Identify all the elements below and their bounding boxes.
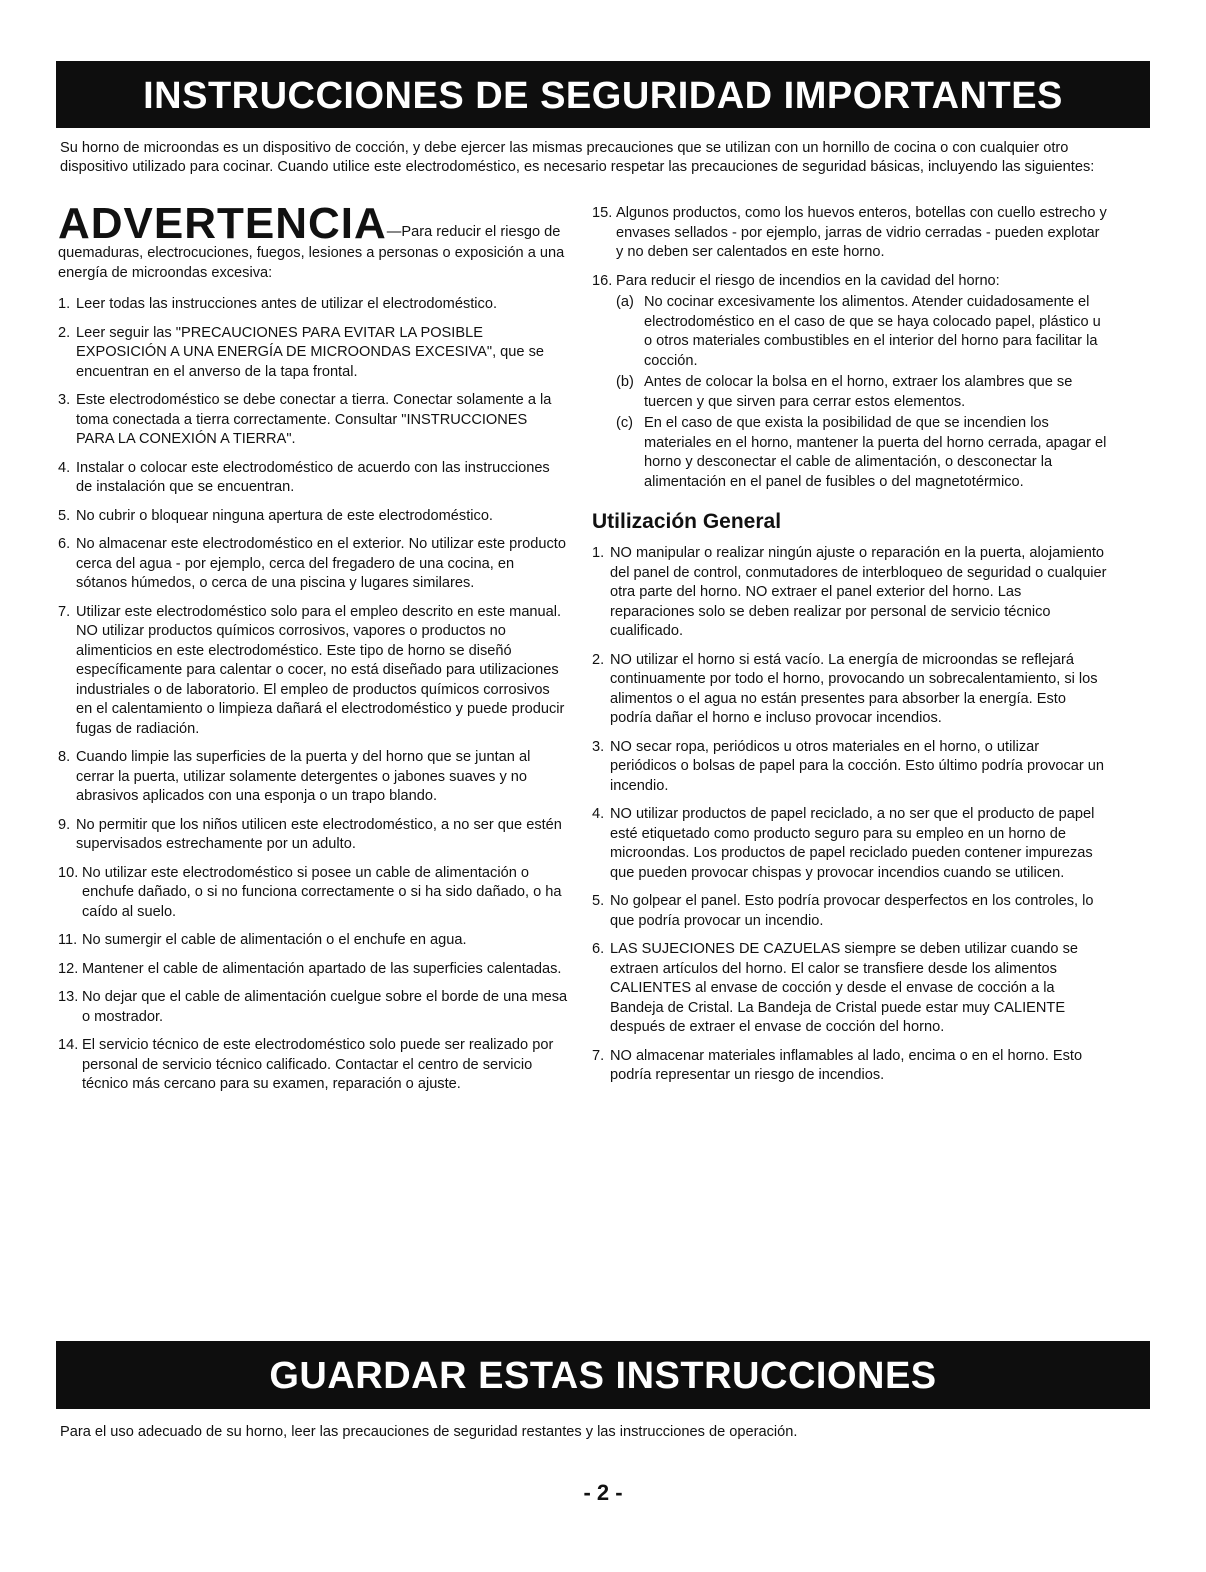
sub-item	[616, 373, 1107, 412]
item-number: 3.	[58, 392, 71, 408]
footer-note: Para el uso adecuado de su horno, leer las precauciones de seguridad restantes y las instrucciones de operación.	[60, 1424, 798, 1440]
sub-item-letter: (a)	[616, 294, 634, 310]
list-item	[58, 459, 568, 498]
sub-item-letter: (c)	[616, 415, 634, 431]
list-item	[592, 738, 1107, 797]
item-number: 12.	[58, 960, 79, 977]
item-text: Este electrodoméstico se debe conectar a tierra. Conectar solamente a la toma conectada a tierra correctamente. Consultar "INSTRUCCIONES PARA LA CONEXIÓN A TIERRA".	[76, 392, 552, 447]
sub-item-letter: (b)	[616, 374, 634, 390]
list-item	[58, 931, 568, 951]
item-number: 2.	[592, 651, 605, 668]
list-item	[58, 748, 568, 807]
item-number: 1.	[58, 296, 71, 312]
item-number: 9.	[58, 816, 71, 833]
section-title: Utilización General	[592, 510, 782, 533]
right-column	[592, 204, 1107, 1095]
sub-item-text: En el caso de que exista la posibilidad de que se incendien los materiales en el horno, mantener la puerta del horno cerrada, apagar el horno y desconectar el cable de alimentación, o desconectar la alimentación en el panel de fusibles o del magnetotérmico.	[644, 415, 1107, 490]
item-number: 8.	[58, 749, 71, 765]
item-text: NO utilizar el horno si está vacío. La energía de microondas se reflejará continuamente por todo el horno, provocando un sobrecalentamiento, si los alimentos o el agua no están presentes para absorber la energía. Esto podría dañar el horno e incluso provocar incendios.	[610, 651, 1098, 726]
item-text: NO secar ropa, periódicos u otros materiales en el horno, o utilizar periódicos o bolsas de papel para la cocción. Esto último podría provocar un incendio.	[610, 738, 1105, 794]
warning-text: —Para reducir el riesgo de quemaduras, electrocuciones, fuegos, lesiones a personas o exposición a una energía de microondas excesiva:	[58, 224, 565, 281]
item-number: 7.	[592, 1047, 605, 1064]
list-item	[58, 816, 568, 855]
item-text: Utilizar este electrodoméstico solo para el empleo descrito en este manual. NO utilizar productos químicos corrosivos, vapores o productos no alimenticios en este electrodoméstico. Este tipo de horno se diseñó específicamente para calentar o cocer, no está diseñado para utilizaciones industriales o de laboratorio. El empleo de productos químicos corrosivos en el calentamiento o limpieza dañará el electrodoméstico y puede producir fugas de radiación.	[76, 603, 565, 737]
item-number: 6.	[58, 536, 71, 552]
list-item	[58, 603, 568, 740]
item-number: 3.	[592, 738, 605, 755]
item-number: 11.	[58, 932, 78, 948]
item-text: NO almacenar materiales inflamables al lado, encima o en el horno. Esto podría representar un riesgo de incendios.	[610, 1047, 1083, 1083]
item-text: No cubrir o bloquear ninguna apertura de este electrodoméstico.	[76, 507, 493, 524]
item-text: Leer todas las instrucciones antes de utilizar el electrodoméstico.	[76, 296, 498, 312]
list-item	[592, 204, 1107, 263]
item-number: 15.	[592, 205, 613, 221]
item-text: No golpear el panel. Esto podría provocar desperfectos en los controles, lo que podría provocar un incendio.	[610, 893, 1094, 929]
list-item	[592, 805, 1107, 883]
list-item	[58, 864, 568, 923]
item-text: NO manipular o realizar ningún ajuste o reparación en la puerta, alojamiento del panel de control, conmutadores de interbloqueo de seguridad o cualquier otra parte del horno. NO extraer el panel exterior del horno. Las reparaciones solo se deben realizar por personal de servicio técnico cualificado.	[610, 545, 1107, 639]
intro-paragraph: Su horno de microondas es un dispositivo de cocción, y debe ejercer las mismas precauciones que se utilizan con un hornillo de cocina o con cualquier otro dispositivo utilizado para cocinar. Cuando utilice este electrodoméstico, es necesario respetar las precauciones de seguridad básicas, incluyendo las siguientes:	[60, 140, 1095, 175]
item-text: Algunos productos, como los huevos enteros, botellas con cuello estrecho y envases sellados - por ejemplo, jarras de vidrio cerradas - pueden explotar y no deben ser calentados en este horno.	[616, 205, 1107, 260]
list-item	[592, 892, 1107, 931]
page-title: INSTRUCCIONES DE SEGURIDAD IMPORTANTES	[143, 75, 1063, 117]
list-item	[592, 940, 1107, 1038]
item-number: 6.	[592, 941, 605, 957]
list-item	[592, 651, 1107, 729]
list-item	[58, 535, 568, 594]
item-text: No almacenar este electrodoméstico en el exterior. No utilizar este producto cerca del agua - por ejemplo, cerca del fregadero de una cocina, en sótanos húmedos, o cerca de una piscina y lugares similares.	[76, 536, 566, 591]
list-item	[58, 507, 568, 527]
item-number: 7.	[58, 603, 71, 620]
item-text: Leer seguir las "PRECAUCIONES PARA EVITAR LA POSIBLE EXPOSICIÓN A UNA ENERGÍA DE MICROONDAS EXCESIVA", que se encuentran en el anverso de la tapa frontal.	[76, 324, 544, 380]
sub-item	[616, 293, 1107, 371]
warning-block	[58, 199, 568, 283]
item-text: Mantener el cable de alimentación apartado de las superficies calentadas.	[82, 960, 562, 977]
list-item	[592, 1047, 1107, 1086]
sub-item-text: Antes de colocar la bolsa en el horno, extraer los alambres que se tuercen y que sirven para cerrar estos elementos.	[644, 374, 1073, 410]
list-item	[592, 272, 1107, 292]
warning-heading: ADVERTENCIA	[58, 199, 387, 248]
header-banner	[56, 61, 1150, 128]
sub-item-text: No cocinar excesivamente los alimentos. Atender cuidadosamente el electrodoméstico en el caso de que se haya colocado papel, plástico u o otros materiales combustibles en el interior del horno para facilitar la cocción.	[644, 294, 1101, 369]
list-item	[592, 544, 1107, 642]
item-text: No dejar que el cable de alimentación cuelgue sobre el borde de una mesa o mostrador.	[82, 989, 568, 1025]
item-text: No permitir que los niños utilicen este electrodoméstico, a no ser que estén supervisados estrechamente por un adulto.	[76, 816, 562, 852]
page-number: - 2 -	[583, 1480, 623, 1505]
sub-item	[616, 414, 1107, 492]
item-number: 5.	[592, 893, 605, 909]
item-number: 2.	[58, 324, 71, 341]
list-item	[58, 391, 568, 450]
item-number: 13.	[58, 989, 79, 1005]
item-text: NO utilizar productos de papel reciclado, a no ser que el producto de papel esté etiquetado como producto seguro para su empleo en un horno de microondas. Los productos de papel reciclado pueden contener impurezas que pueden provocar chispas y provocar incendios cuando se utilicen.	[610, 806, 1095, 881]
item-number: 16.	[592, 272, 613, 289]
item-text: Instalar o colocar este electrodoméstico de acuerdo con las instrucciones de instalación que se encuentran.	[76, 459, 550, 495]
left-column	[58, 199, 568, 1104]
item-text: Para reducir el riesgo de incendios en la cavidad del horno:	[616, 272, 1000, 289]
item-number: 1.	[592, 545, 605, 561]
list-item	[58, 988, 568, 1027]
item-number: 5.	[58, 507, 71, 524]
item-number: 10.	[58, 864, 79, 881]
item-text: No sumergir el cable de alimentación o el enchufe en agua.	[82, 932, 467, 948]
item-number: 14.	[58, 1037, 79, 1053]
footer-banner	[56, 1341, 1150, 1409]
item-text: LAS SUJECIONES DE CAZUELAS siempre se deben utilizar cuando se extraen artículos del horno. El calor se transfiere desde los alimentos CALIENTES al envase de cocción y desde el envase de cocción a la Bandeja de Cristal. La Bandeja de Cristal puede estar muy CALIENTE después de extraer el envase de cocción del horno.	[610, 941, 1079, 1035]
list-item	[58, 960, 568, 980]
list-item	[58, 1036, 568, 1095]
item-number: 4.	[58, 459, 71, 476]
footer-banner-title: GUARDAR ESTAS INSTRUCCIONES	[269, 1355, 937, 1397]
list-item	[58, 295, 568, 315]
item-text: No utilizar este electrodoméstico si posee un cable de alimentación o enchufe dañado, o si no funciona correctamente o si ha sido dañado, o ha caído al suelo.	[82, 864, 562, 920]
list-item	[58, 324, 568, 383]
item-text: El servicio técnico de este electrodoméstico solo puede ser realizado por personal de servicio técnico calificado. Contactar el centro de servicio técnico más cercano para su examen, reparación o ajuste.	[82, 1037, 554, 1092]
item-number: 4.	[592, 806, 605, 822]
item-text: Cuando limpie las superficies de la puerta y del horno que se juntan al cerrar la puerta, utilizar solamente detergentes o jabones suaves y no abrasivos aplicados con una esponja o un trapo blando.	[76, 749, 531, 804]
